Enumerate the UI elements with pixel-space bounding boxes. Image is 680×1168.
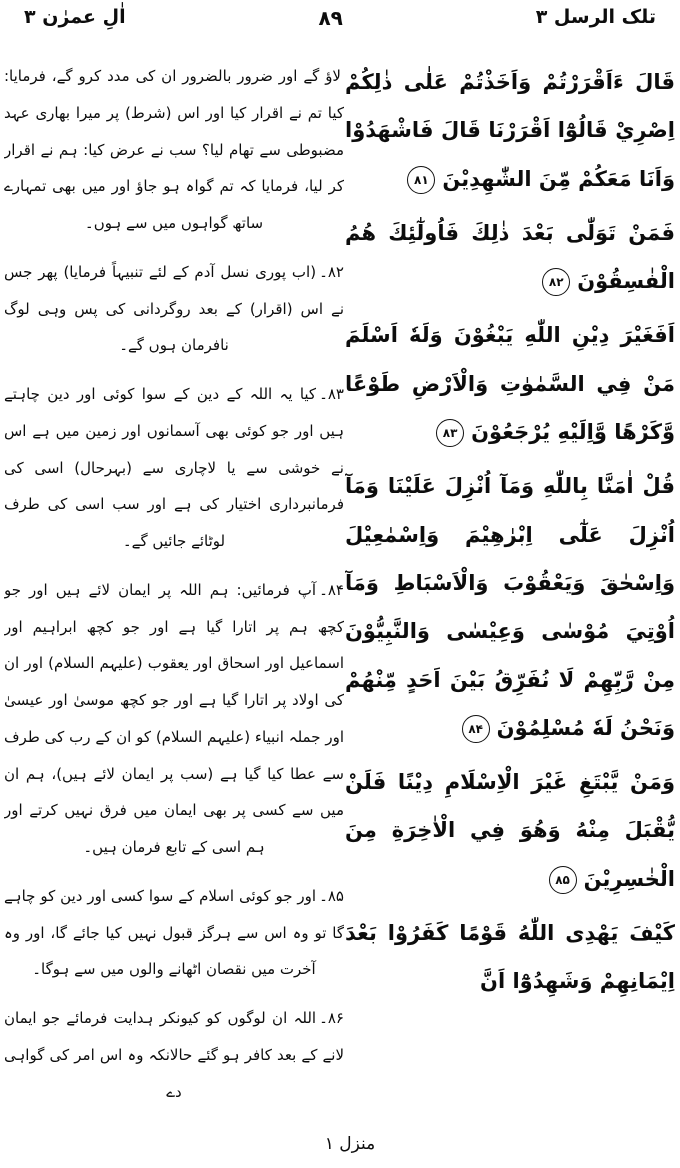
arabic-verse-text: كَيْفَ يَهْدِى اللّٰهُ قَوْمًا كَفَرُوْا بَعْدَ اِيْمَانِهِمْ وَشَهِدُوْٓا اَنَّ — [345, 921, 675, 994]
urdu-paragraph-number: ۸۲۔ — [319, 262, 344, 281]
arabic-verse — [345, 209, 675, 306]
arabic-verse-text: قُلْ اٰمَنَّا بِاللّٰهِ وَمَآ اُنْزِلَ عَلَيْنَا وَمَآ اُنْزِلَ عَلٰٓى اِبْرٰهِيْمَ وَاِسْمٰعِيْلَ وَاِسْحٰقَ وَيَعْقُوْبَ وَالْاَسْبَاطِ وَمَآ اُوْتِيَ مُوْسٰى وَعِيْسٰى وَالنَّبِيُّوْنَ مِنْ رَّبِّهِمْ لَا نُفَرِّقُ بَيْنَ اَحَدٍ مِّنْهُمْ وَنَحْنُ لَهٗ مُسْلِمُوْنَ — [345, 474, 675, 740]
urdu-paragraph — [4, 1000, 344, 1108]
arabic-verse-text: قَالَ ءَاَقْرَرْتُمْ وَاَخَذْتُمْ عَلٰى ذٰلِكُمْ اِصْرِيْ قَالُوْٓا اَقْرَرْنَا قَالَ فَاشْهَدُوْا وَاَنَا مَعَكُمْ مِّنَ الشّٰهِدِيْنَ — [345, 70, 675, 191]
arabic-verse — [345, 909, 675, 1006]
urdu-paragraph-text: (اب پوری نسل آدم کے لئے تنبیہاً فرمایا) پھر جس نے اس (اقرار) کے بعد روگردانی کی پس وہی لوگ نافرمان ہوں گے۔ — [4, 262, 344, 355]
arabic-verse — [345, 58, 675, 203]
urdu-paragraph — [4, 254, 344, 364]
arabic-verse — [345, 462, 675, 752]
manzil-label: منزل ۱ — [324, 1134, 376, 1154]
urdu-paragraph — [4, 572, 344, 866]
ayah-number-marker: ۸۲ — [542, 268, 570, 296]
urdu-paragraph-text: اللہ ان لوگوں کو کیونکر ہدایت فرمائے جو ایمان لانے کے بعد کافر ہو گئے حالانکہ وہ اس امر کی گواہی دے — [4, 1009, 344, 1101]
urdu-paragraph-number: ۸۴۔ — [319, 580, 344, 599]
arabic-verse-text: فَمَنْ تَوَلّٰى بَعْدَ ذٰلِكَ فَاُولٰٓئِكَ هُمُ الْفٰسِقُوْنَ — [345, 220, 675, 294]
urdu-paragraph-number — [341, 67, 344, 85]
urdu-paragraph-text: لاؤ گے اور ضرور بالضرور ان کی مدد کرو گے، فرمایا: کیا تم نے اقرار کیا اور اس (شرط) پر میرا بھاری عہد مضبوطی سے تھام لیا؟ سب نے عرض کیا: ہم نے اقرار کر لیا، فرمایا کہ تم گواہ ہو جاؤ اور میں بھی تمہارے ساتھ گواہوں میں سے ہوں۔ — [4, 67, 344, 232]
urdu-translation-column — [4, 58, 344, 1108]
page-number: ۸۹ — [318, 6, 343, 30]
content-columns — [0, 58, 680, 1108]
arabic-quran-column — [345, 58, 675, 1108]
ayah-number-marker: ۸۱ — [407, 166, 435, 194]
urdu-paragraph — [4, 878, 344, 988]
urdu-paragraph-number: ۸۶۔ — [319, 1009, 344, 1027]
arabic-verse — [345, 758, 675, 903]
urdu-paragraph — [4, 376, 344, 560]
juz-name: تلک الرسل ۳ — [535, 6, 656, 28]
arabic-verse-text: وَمَنْ يَّبْتَغِ غَيْرَ الْاِسْلَامِ دِيْنًا فَلَنْ يُّقْبَلَ مِنْهُ وَهُوَ فِي الْاٰخِرَةِ مِنَ الْخٰسِرِيْنَ — [345, 770, 675, 891]
urdu-paragraph-number: ۸۵۔ — [319, 886, 344, 905]
urdu-paragraph-text: کیا یہ اللہ کے دین کے سوا کوئی اور دین چاہتے ہیں اور جو کوئی بھی آسمانوں اور زمین میں ہے اس نے خوشی سے یا لاچاری سے (بہرحال) اسی کی فرمانبرداری اختیار کی ہے اور سب اسی کی طرف لوٹائے جائیں گے۔ — [4, 385, 344, 550]
ayah-number-marker: ۸۵ — [549, 866, 577, 894]
urdu-paragraph-text: اور جو کوئی اسلام کے سوا کسی اور دین کو چاہے گا تو وہ اس سے ہرگز قبول نہیں کیا جائے گا، اور وہ آخرت میں نقصان اٹھانے والوں میں سے ہوگا۔ — [4, 886, 344, 979]
ayah-number-marker: ۸۳ — [436, 419, 464, 447]
urdu-paragraph — [4, 58, 344, 242]
ayah-number-marker: ۸۴ — [462, 715, 490, 743]
page-footer — [10, 1134, 680, 1154]
arabic-verse — [345, 311, 675, 456]
urdu-paragraph-number: ۸۳۔ — [319, 385, 344, 403]
urdu-paragraph-text: آپ فرمائیں: ہم اللہ پر ایمان لائے ہیں اور جو کچھ ہم پر اتارا گیا ہے اور جو کچھ ابراہیم اور اسماعیل اور اسحاق اور یعقوب (علیہم السلام) اور ان کی اولاد پر اتارا گیا ہے اور جو کچھ موسیٰ اور عیسیٰ اور جملہ انبیاء (علیہم السلام) کو ان کے رب کی طرف سے عطا کیا گیا ہے (سب پر ایمان لائے ہیں)، ہم ان میں سے کسی پر بھی ایمان میں فرق نہیں کرتے اور ہم اسی کے تابع فرمان ہیں۔ — [4, 580, 344, 856]
surah-name: اٰلِ عمرٰن ۳ — [24, 6, 126, 28]
arabic-verse-text: اَفَغَيْرَ دِيْنِ اللّٰهِ يَبْغُوْنَ وَلَهٗ اَسْلَمَ مَنْ فِي السَّمٰوٰتِ وَالْاَرْضِ طَوْعًا وَّكَرْهًا وَّاِلَيْهِ يُرْجَعُوْنَ — [345, 323, 675, 445]
page-header — [0, 6, 680, 30]
